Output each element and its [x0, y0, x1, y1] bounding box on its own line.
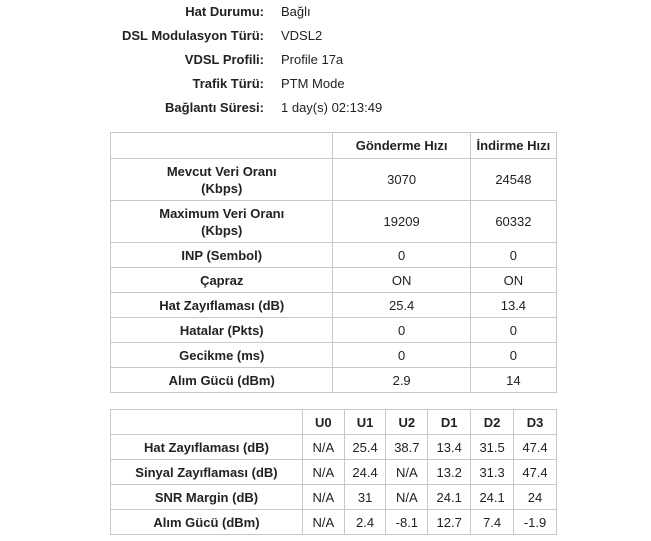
band-value: 7.4 [471, 510, 514, 535]
upstream-value: 0 [333, 243, 470, 268]
traffic-type-row [0, 72, 651, 96]
table-header-row [111, 410, 557, 435]
table-row [111, 268, 557, 293]
header-upstream-rate: Gönderme Hızı [333, 133, 470, 159]
row-label: Alım Gücü (dBm) [111, 510, 303, 535]
row-label [111, 159, 333, 201]
row-label-line2: (Kbps) [201, 222, 243, 238]
band-value: 12.7 [428, 510, 471, 535]
band-statistics-table [110, 409, 557, 535]
band-value: -8.1 [386, 510, 428, 535]
table-row [111, 368, 557, 393]
band-value: N/A [302, 460, 344, 485]
table-row [111, 343, 557, 368]
band-value: 2.4 [344, 510, 386, 535]
band-value: 47.4 [514, 435, 557, 460]
line-status-row [0, 0, 651, 24]
table-row [111, 201, 557, 243]
connection-time-value: 1 day(s) 02:13:49 [281, 100, 383, 115]
table-row [111, 460, 557, 485]
band-value: N/A [302, 435, 344, 460]
band-value: 47.4 [514, 460, 557, 485]
table-row [111, 243, 557, 268]
header-downstream-rate: İndirme Hızı [470, 133, 556, 159]
row-label: Çapraz [111, 268, 333, 293]
band-value: 38.7 [386, 435, 428, 460]
band-value: -1.9 [514, 510, 557, 535]
downstream-value: 0 [470, 243, 556, 268]
dsl-modulation-label: DSL Modulasyon Türü: [121, 28, 264, 43]
table-row [111, 318, 557, 343]
row-label: Hatalar (Pkts) [111, 318, 333, 343]
band-value: 24.4 [344, 460, 386, 485]
header-d2: D2 [471, 410, 514, 435]
row-label: Sinyal Zayıflaması (dB) [111, 460, 303, 485]
table-row [111, 435, 557, 460]
dsl-statistics-table [110, 132, 557, 393]
traffic-type-label: Trafik Türü: [192, 76, 264, 91]
row-label: Hat Zayıflaması (dB) [111, 293, 333, 318]
band-value: 24.1 [428, 485, 471, 510]
line-status-value: Bağlı [281, 4, 311, 19]
header-u0: U0 [302, 410, 344, 435]
row-label: Gecikme (ms) [111, 343, 333, 368]
band-value: 24.1 [471, 485, 514, 510]
vdsl-profile-row [0, 48, 651, 72]
downstream-value: 14 [470, 368, 556, 393]
row-label-line2: (Kbps) [201, 180, 243, 196]
upstream-value: 3070 [333, 159, 470, 201]
row-label: SNR Margin (dB) [111, 485, 303, 510]
table-row [111, 293, 557, 318]
upstream-value: 0 [333, 318, 470, 343]
connection-time-row [0, 96, 651, 120]
header-u2: U2 [386, 410, 428, 435]
band-value: 31.5 [471, 435, 514, 460]
upstream-value: 25.4 [333, 293, 470, 318]
row-label-line1: Mevcut Veri Oranı [166, 163, 277, 179]
upstream-value: 2.9 [333, 368, 470, 393]
upstream-value: 0 [333, 343, 470, 368]
band-value: N/A [386, 485, 428, 510]
band-value: N/A [386, 460, 428, 485]
band-value: 25.4 [344, 435, 386, 460]
header-empty-cell [111, 133, 333, 159]
header-empty-cell [111, 410, 303, 435]
row-label: Alım Gücü (dBm) [111, 368, 333, 393]
downstream-value: ON [470, 268, 556, 293]
dsl-modulation-row [0, 24, 651, 48]
row-label: Hat Zayıflaması (dB) [111, 435, 303, 460]
header-d1: D1 [428, 410, 471, 435]
upstream-value: 19209 [333, 201, 470, 243]
downstream-value: 24548 [470, 159, 556, 201]
dsl-modulation-value: VDSL2 [281, 28, 323, 43]
table-row [111, 510, 557, 535]
downstream-value: 0 [470, 343, 556, 368]
band-value: 31 [344, 485, 386, 510]
table-header-row [111, 133, 557, 159]
connection-time-label: Bağlantı Süresi: [165, 100, 264, 115]
downstream-value: 0 [470, 318, 556, 343]
vdsl-profile-label: VDSL Profili: [184, 52, 264, 67]
band-value: N/A [302, 485, 344, 510]
band-value: N/A [302, 510, 344, 535]
band-value: 31.3 [471, 460, 514, 485]
traffic-type-value: PTM Mode [281, 76, 345, 91]
row-label [111, 201, 333, 243]
row-label-line1: Maximum Veri Oranı [159, 205, 285, 221]
downstream-value: 13.4 [470, 293, 556, 318]
band-value: 13.2 [428, 460, 471, 485]
vdsl-profile-value: Profile 17a [281, 52, 344, 67]
header-u1: U1 [344, 410, 386, 435]
line-status-label: Hat Durumu: [185, 4, 264, 19]
table-row [111, 485, 557, 510]
band-value: 13.4 [428, 435, 471, 460]
header-d3: D3 [514, 410, 557, 435]
band-value: 24 [514, 485, 557, 510]
table-row [111, 159, 557, 201]
row-label: INP (Sembol) [111, 243, 333, 268]
upstream-value: ON [333, 268, 470, 293]
downstream-value: 60332 [470, 201, 556, 243]
